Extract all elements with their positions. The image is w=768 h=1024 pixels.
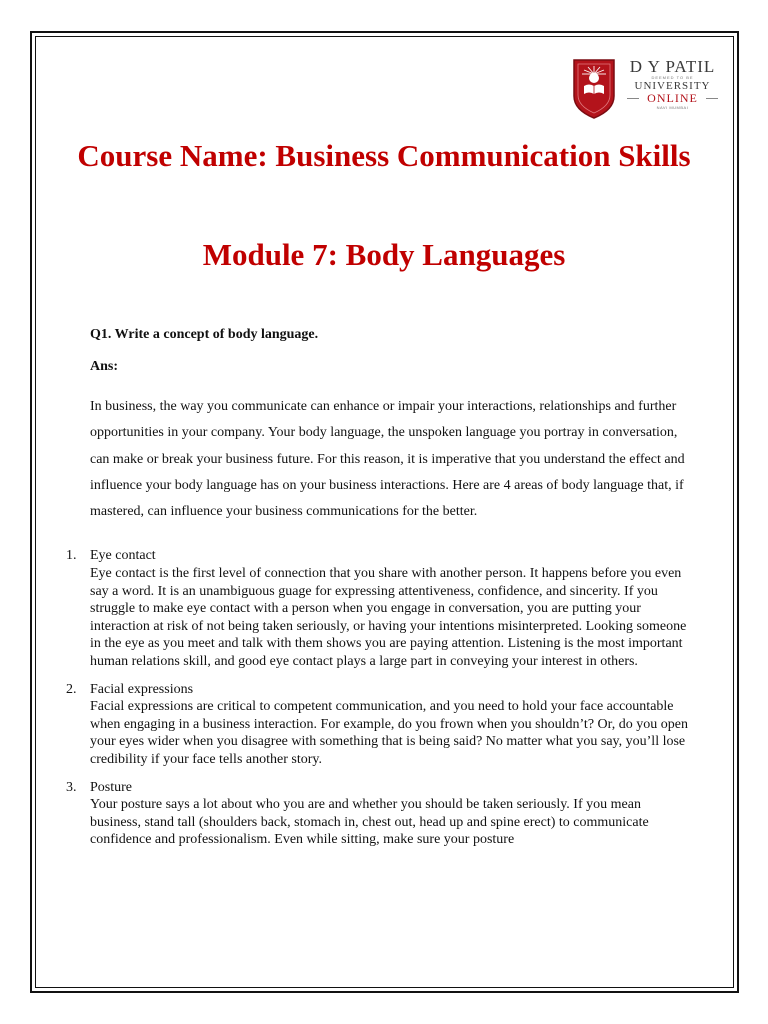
course-title: Course Name: Business Communication Skills xyxy=(77,138,691,173)
logo-online: ONLINE xyxy=(625,92,720,105)
list-item-number: 3. xyxy=(66,779,77,795)
document-body xyxy=(66,322,690,859)
list-item-text: Facial expressions are critical to competent communication, and you need to hold your face accountable when engaging in a business interaction. For example, do you frown when you shouldn’t? Or, do you open your eyes wider when you disagree with something that is being said? No matter what you say, you’ll lose credibility if your face tells another story. xyxy=(90,699,688,768)
list-item-text: Your posture says a lot about who you are and whether you should be taken seriously. If you mean business, stand tall (shoulders back, stomach in, chest out, head up and spine erect) to communicate confidence and professionalism. Even while sitting, make sure your posture xyxy=(90,797,649,848)
logo-deemed: DEEMED TO BE xyxy=(651,75,694,80)
module-title: Module 7: Body Languages xyxy=(202,237,566,272)
intro-paragraph: In business, the way you communicate can enhance or impair your interactions, relationships and further opportunities in your company. Your body language, the unspoken language you portray in conversation, can make or break your business future. For this reason, it is imperative that you understand the effect and influence your body language has on your business interactions. Here are 4 areas of body language that, if mastered, can influence your business communications for the better. xyxy=(90,399,685,520)
logo-location: NAVI MUMBAI xyxy=(656,105,689,110)
answer-label: Ans: xyxy=(90,359,119,374)
shield-icon xyxy=(570,56,618,120)
list-item-number: 1. xyxy=(66,548,77,564)
list-item xyxy=(66,547,690,670)
question-text: Q1. Write a concept of body language. xyxy=(90,327,319,342)
university-logo xyxy=(570,56,720,120)
list-item-title: Eye contact xyxy=(90,548,156,564)
list-item xyxy=(66,681,690,769)
logo-university: UNIVERSITY xyxy=(634,80,711,92)
body-language-list xyxy=(66,547,690,849)
list-item xyxy=(66,779,690,849)
logo-name: D Y PATIL xyxy=(629,57,716,76)
list-item-number: 2. xyxy=(66,681,77,697)
list-item-title: Posture xyxy=(90,779,132,795)
list-item-text: Eye contact is the first level of connection that you share with another person. It happens before you even say a word. It is an unambiguous guage for expressing attentiveness, confidence, and sincerity. If you struggle to make eye contact with a person when you engage in conversation, you are putting your interaction at risk of not being taken seriously, or having your intentions misinterpreted. Looking someone in the eye as you meet and talk with them shows you are paying attention. Listening is the most important human relations skill, and good eye contact plays a large part in conveying your interest in others. xyxy=(90,566,687,670)
list-item-title: Facial expressions xyxy=(90,681,194,697)
